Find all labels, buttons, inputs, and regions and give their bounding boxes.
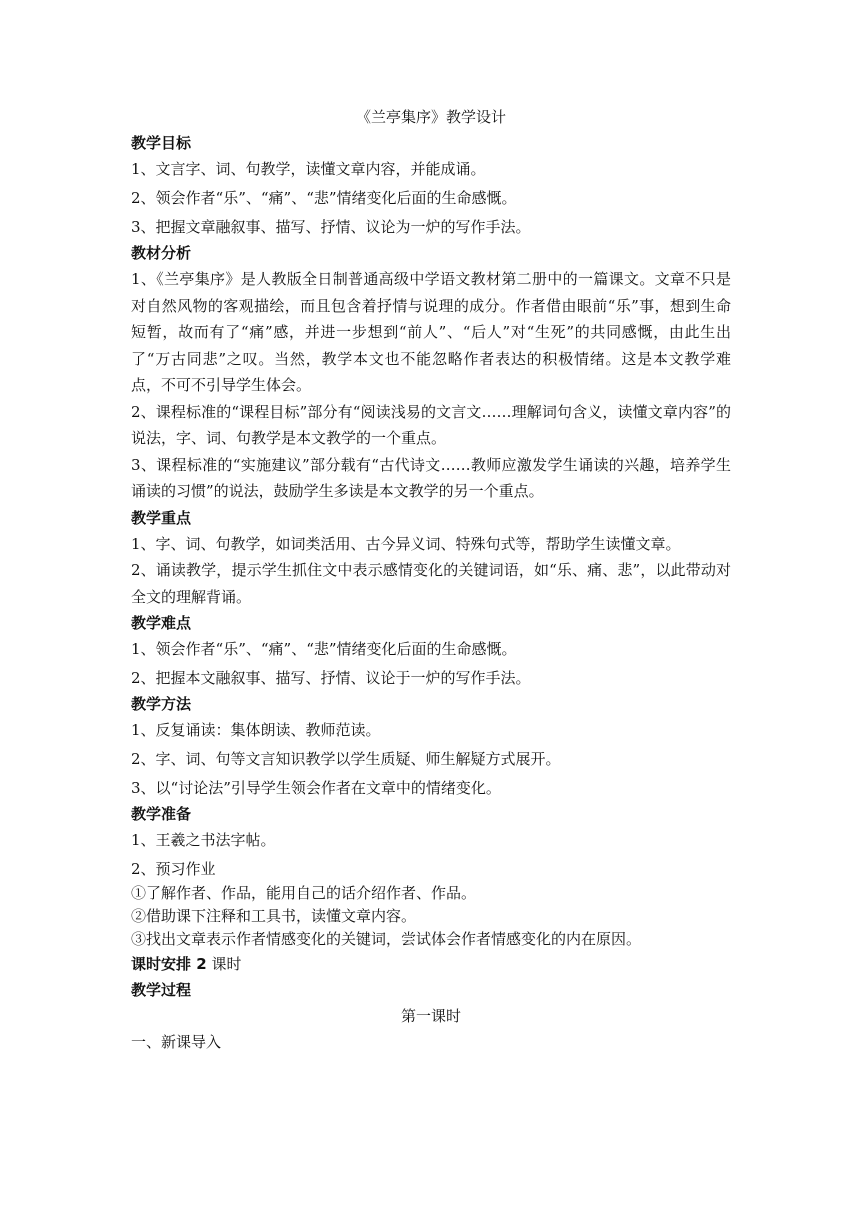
list-item: 2、把握本文融叙事、描写、抒情、议论于一炉的写作手法。 bbox=[131, 669, 531, 687]
paragraph: 3、课程标准的“实施建议”部分载有“古代诗文……教师应激发学生诵读的兴趣，培养学生诵读的习惯”的说法，鼓励学生多读是本文教学的另一个重点。 bbox=[131, 455, 731, 500]
section-heading-goals: 教学目标 bbox=[131, 134, 192, 152]
paragraph: 2、诵读教学，提示学生抓住文中表示感情变化的关键词语，如“乐、痛、悲”，以此带动对全文的理解背诵。 bbox=[131, 561, 731, 606]
list-item: 3、把握文章融叙事、描写、抒情、议论为一炉的写作手法。 bbox=[131, 218, 531, 236]
list-item: 1、文言字、词、句教学，读懂文章内容，并能成诵。 bbox=[131, 160, 486, 178]
list-item: 2、领会作者“乐”、“痛”、“悲”情绪变化后面的生命感慨。 bbox=[131, 189, 517, 207]
paragraph: 1、字、词、句教学，如词类活用、古今异义词、特殊句式等，帮助学生读懂文章。 bbox=[131, 534, 681, 553]
section-heading-analysis: 教材分析 bbox=[131, 244, 192, 262]
document-title: 《兰亭集序》教学设计 bbox=[355, 108, 506, 126]
list-item: 1、王羲之书法字帖。 bbox=[131, 831, 276, 849]
sub-list-item: ②借助课下注释和工具书，读懂文章内容。 bbox=[131, 907, 417, 925]
schedule-label: 课时安排 2 bbox=[131, 955, 207, 973]
schedule-line bbox=[131, 951, 731, 977]
section-heading-methods: 教学方法 bbox=[131, 695, 192, 713]
step-heading: 一、新课导入 bbox=[131, 1033, 222, 1051]
list-item: 2、字、词、句等文言知识教学以学生质疑、师生解疑方式展开。 bbox=[131, 750, 561, 768]
schedule-value: 课时 bbox=[206, 955, 242, 973]
paragraph: 1、《兰亭集序》是人教版全日制普通高级中学语文教材第二册中的一篇课文。文章不只是对自然风物的客观描绘，而且包含着抒情与说理的成分。作者借由眼前“乐”事，想到生命短暂，故而有了“痛”感，并进一步想到“前人”、“后人”对“生死”的共同感慨，由此生出了“万古同悲”之叹。当然，教学本文也不能忽略作者表达的积极情绪。这是本文教学难点，不可不引导学生体会。 bbox=[131, 270, 731, 394]
section-heading-key-points: 教学重点 bbox=[131, 508, 192, 527]
section-heading-process: 教学过程 bbox=[131, 981, 192, 999]
list-item: 1、反复诵读：集体朗读、教师范读。 bbox=[131, 721, 381, 739]
list-item: 2、预习作业 bbox=[131, 860, 216, 878]
document-page bbox=[131, 104, 731, 1055]
sub-list-item: ③找出文章表示作者情感变化的关键词，尝试体会作者情感变化的内在原因。 bbox=[131, 930, 642, 948]
section-heading-difficulties: 教学难点 bbox=[131, 614, 192, 632]
list-item: 1、领会作者“乐”、“痛”、“悲”情绪变化后面的生命感慨。 bbox=[131, 640, 517, 658]
lesson-title: 第一课时 bbox=[400, 1007, 461, 1025]
section-heading-preparation: 教学准备 bbox=[131, 805, 192, 823]
sub-list-item: ①了解作者、作品，能用自己的话介绍作者、作品。 bbox=[131, 884, 477, 902]
list-item: 3、以“讨论法”引导学生领会作者在文章中的情绪变化。 bbox=[131, 779, 501, 797]
paragraph: 2、课程标准的“课程目标”部分有“阅读浅易的文言文……理解词句含义，读懂文章内容”的说法，字、词、句教学是本文教学的一个重点。 bbox=[131, 402, 731, 447]
